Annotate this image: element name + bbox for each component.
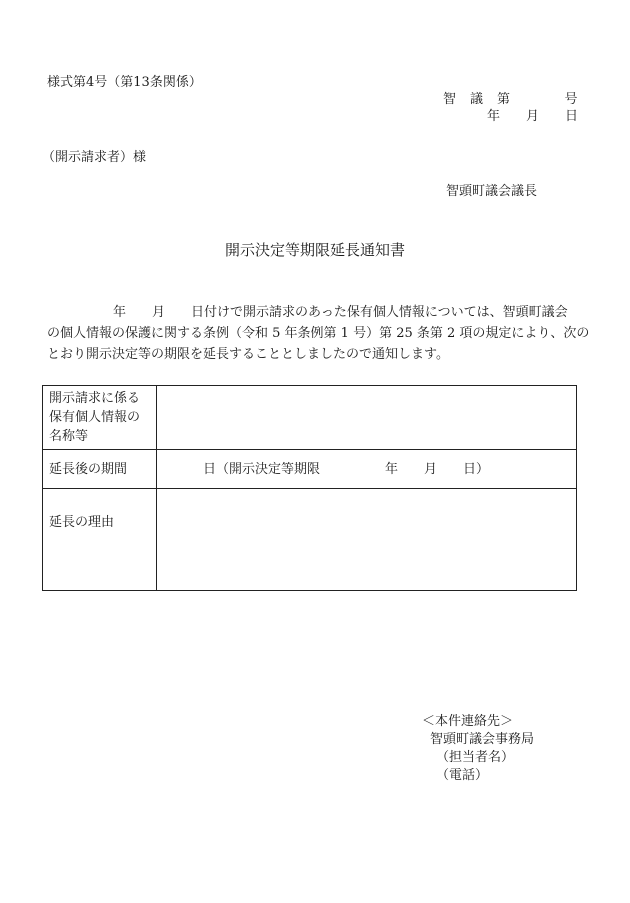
document-title: 開示決定等期限延長通知書: [224, 241, 405, 259]
extended-period-value-cell[interactable]: [157, 450, 577, 489]
info-name-label-line: 開示請求に係る: [49, 391, 141, 406]
issue-date: 年 月 日: [486, 109, 578, 124]
contact-phone: （電話）: [436, 768, 489, 783]
body-line-3: とおり開示決定等の期限を延長することとしましたので通知します。: [47, 347, 449, 362]
sender: 智頭町議会議長: [445, 184, 537, 199]
table-row-info-name: [43, 386, 577, 450]
info-name-label-line: 名称等: [49, 429, 89, 444]
addressee: （開示請求者）様: [42, 150, 147, 165]
extended-period-value: 日（開示決定等期限 年 月 日）: [203, 461, 490, 477]
form-number: 様式第4号（第13条関係）: [47, 75, 202, 90]
extension-reason-value[interactable]: [157, 489, 577, 591]
table-row-extended-period: [43, 450, 577, 489]
contact-block: [422, 713, 534, 785]
contact-person: （担当者名）: [436, 750, 515, 765]
extended-period-label: 延長後の期間: [43, 450, 157, 489]
info-table: [42, 385, 577, 591]
table-row-extension-reason: [43, 489, 577, 591]
info-name-label-line: 保有個人情報の: [49, 410, 141, 425]
contact-office: 智頭町議会事務局: [430, 732, 535, 747]
info-name-label: [43, 386, 157, 450]
info-name-value[interactable]: [157, 386, 577, 450]
body-line-1: 年 月 日付けで開示請求のあった保有個人情報については、智頭町議会: [113, 305, 568, 320]
extension-reason-label: 延長の理由: [43, 489, 157, 591]
body-line-2: の個人情報の保護に関する条例（令和 5 年条例第 1 号）第 25 条第 2 項の規定により、次の: [47, 326, 590, 341]
reference-number: 智 議 第 号: [442, 92, 578, 107]
contact-heading: ＜本件連絡先＞: [422, 714, 514, 729]
body-paragraph: [47, 302, 590, 365]
